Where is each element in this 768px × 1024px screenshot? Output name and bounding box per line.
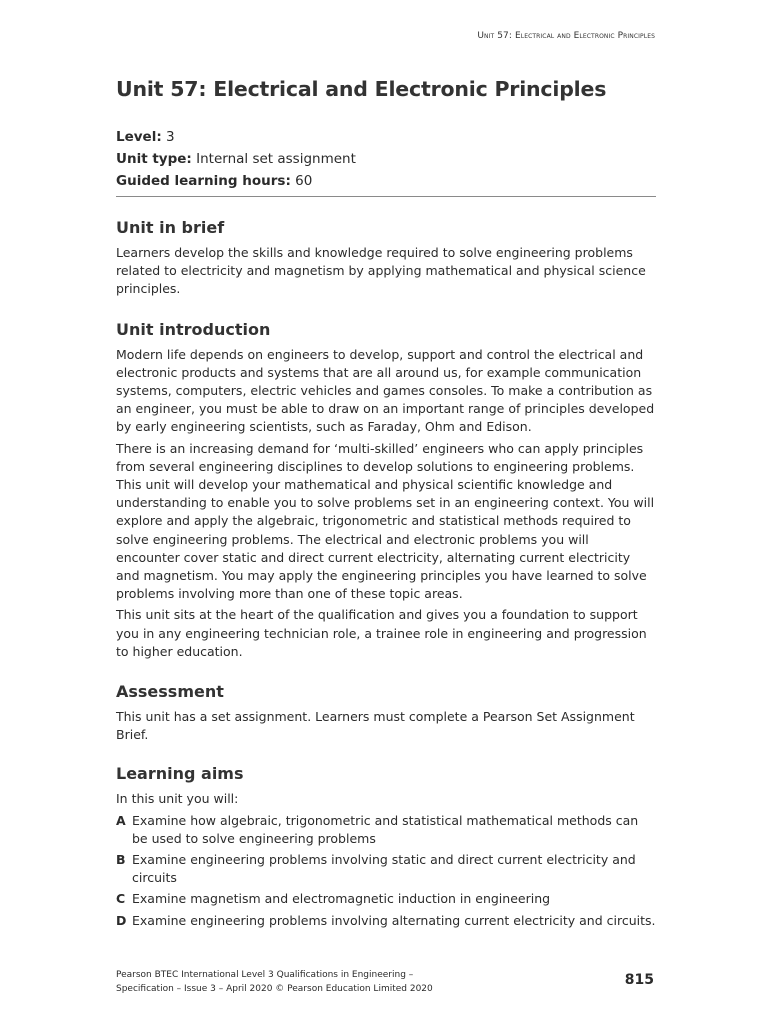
aim-letter: D	[116, 912, 127, 928]
unit-introduction-section	[116, 319, 656, 661]
page-title: Unit 57: Electrical and Electronic Principles	[116, 77, 607, 101]
unit-type-label: Unit type:	[116, 151, 192, 167]
intro-paragraph: This unit sits at the heart of the qualification and gives you a foundation to support you in any engineering technician role, a trainee role in engineering and progression to higher education.	[116, 607, 647, 659]
learning-aims-heading: Learning aims	[116, 764, 244, 784]
unit-in-brief-text: Learners develop the skills and knowledge required to solve engineering problems related to electricity and magnetism by applying mathematical and physical science principles.	[116, 245, 646, 297]
aim-letter: A	[116, 812, 126, 828]
aim-text: Examine engineering problems involving static and direct current electricity and circuits	[132, 852, 636, 886]
learning-aims-section	[116, 763, 656, 929]
page-number: 815	[624, 972, 654, 988]
unit-type-value: Internal set assignment	[196, 151, 356, 167]
footer-line-2: Specification – Issue 3 – April 2020 © Pearson Education Limited 2020	[116, 984, 433, 994]
page-footer	[116, 968, 656, 996]
learning-aim-item	[116, 812, 656, 848]
footer-line-1: Pearson BTEC International Level 3 Qualifications in Engineering –	[116, 970, 414, 980]
level-value: 3	[166, 129, 175, 145]
level-row	[116, 126, 656, 148]
unit-in-brief-section	[116, 217, 656, 299]
learning-aim-item	[116, 890, 656, 908]
intro-paragraph: Modern life depends on engineers to develop, support and control the electrical and electronic products and systems that are all around us, for example communication systems, computers, electric vehicles and games consoles. To make a contribution as an engineer, you must be able to draw on an important range of principles developed by early engineering scientists, such as Faraday, Ohm and Edison.	[116, 346, 655, 435]
intro-paragraph: There is an increasing demand for ‘multi-skilled’ engineers who can apply principles from several engineering disciplines to develop solutions to engineering problems. This unit will develop your mathematical and physical scientific knowledge and understanding to enable you to solve problems set in an engineering context. You will explore and apply the algebraic, trigonometric and statistical methods required to solve engineering problems. The electrical and electronic problems you will encounter cover static and direct current electricity, alternating current electricity and magnetism. You may apply the engineering principles you have learned to solve problems involving more than one of these topic areas.	[116, 440, 655, 602]
learning-aims-intro: In this unit you will:	[116, 791, 239, 807]
page-content	[116, 74, 656, 933]
assessment-text: This unit has a set assignment. Learners must complete a Pearson Set Assignment Brief.	[116, 709, 635, 743]
aim-letter: C	[116, 891, 126, 907]
unit-type-row	[116, 148, 656, 170]
assessment-section	[116, 681, 656, 744]
assessment-heading: Assessment	[116, 682, 224, 702]
glh-row	[116, 170, 656, 192]
glh-value: 60	[295, 173, 313, 189]
learning-aims-list	[116, 812, 656, 930]
aim-text: Examine engineering problems involving alternating current electricity and circuits.	[132, 912, 656, 928]
running-header: Unit 57: Electrical and Electronic Principles	[477, 31, 655, 41]
learning-aim-item	[116, 851, 656, 887]
aim-letter: B	[116, 852, 126, 868]
learning-aim-item	[116, 912, 656, 930]
unit-introduction-heading: Unit introduction	[116, 319, 271, 339]
divider	[116, 196, 656, 197]
unit-meta	[116, 126, 656, 192]
aim-text: Examine magnetism and electromagnetic induction in engineering	[132, 891, 551, 907]
level-label: Level:	[116, 129, 162, 145]
aim-text: Examine how algebraic, trigonometric and statistical mathematical methods can be used to solve engineering problems	[132, 812, 639, 846]
glh-label: Guided learning hours:	[116, 173, 291, 189]
unit-in-brief-heading: Unit in brief	[116, 218, 225, 237]
